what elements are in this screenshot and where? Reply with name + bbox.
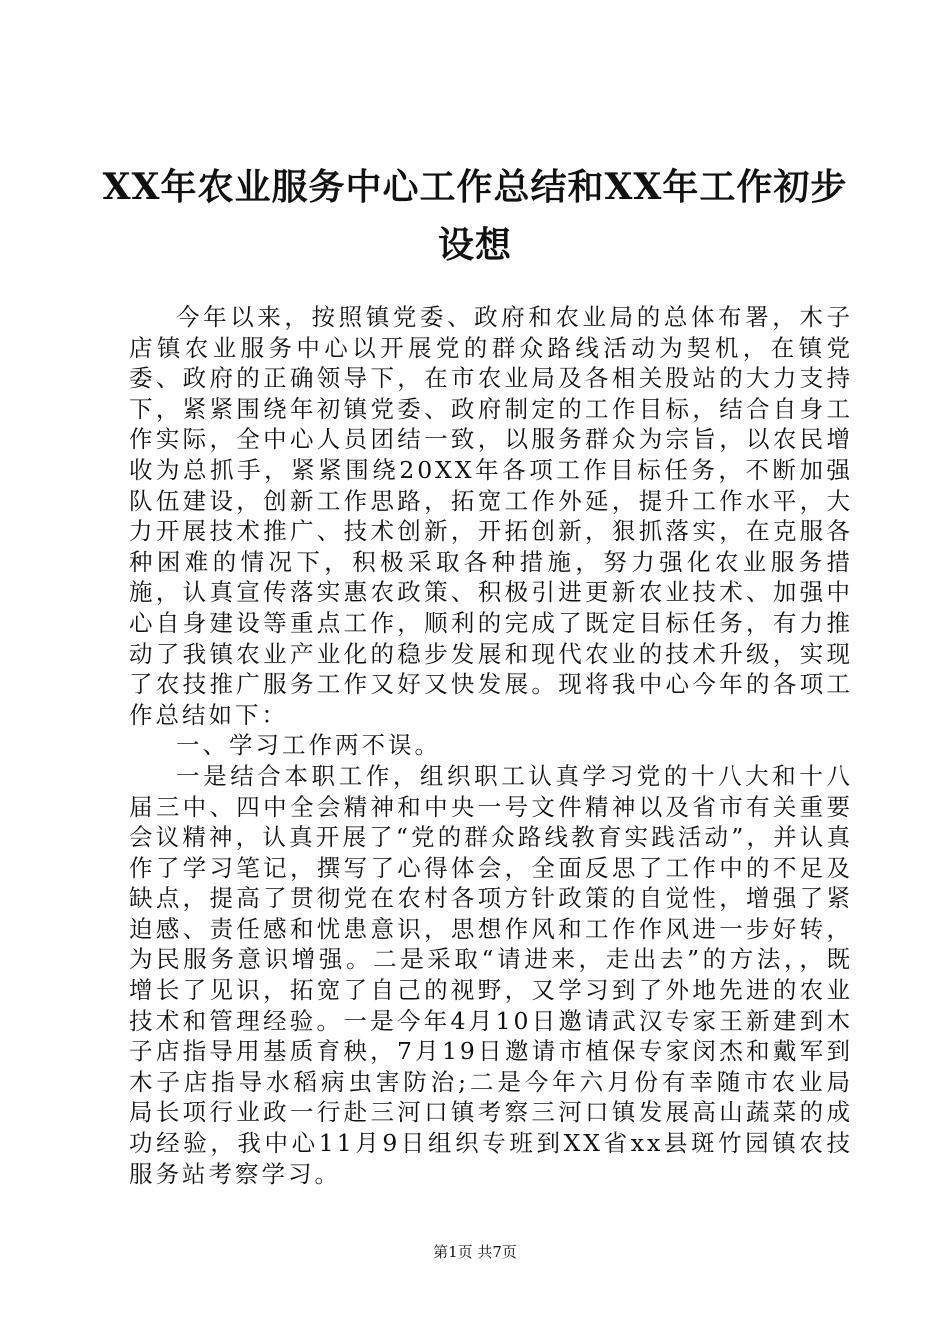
- section-heading: 一、学习工作两不误。: [176, 731, 441, 760]
- section-paragraph: 一是结合本职工作，组织职工认真学习党的十八大和十八届三中、四中全会精神和中央一号文件精神以及省市有关重要会议精神，认真开展了“党的群众路线教育实践活动”，并认真作了学习笔记，撰写了心得体会，全面反思了工作中的不足及缺点，提高了贯彻党在农村各项方针政策的自觉性，增强了紧迫感、责任感和忧患意识，思想作风和工作作风进一步好转，为民服务意识增强。二是采取“请进来，走出去”的方法，，既增长了见识，拓宽了自己的视野，又学习到了外地先进的农业技术和管理经验。一是今年4月10日邀请武汉专家王新建到木子店指导用基质育秧，7月19日邀请市植保专家闵杰和戴军到木子店指导水稻病虫害防治;二是今年六月份有幸随市农业局局长项行业政一行赴三河口镇考察三河口镇发展高山蔬菜的成功经验，我中心11月9日组织专班到XX省xx县斑竹园镇农技服务站考察学习。: [129, 761, 853, 1188]
- intro-paragraph: 今年以来，按照镇党委、政府和农业局的总体布署，木子店镇农业服务中心以开展党的群众路线活动为契机，在镇党委、政府的正确领导下，在市农业局及各相关股站的大力支持下，紧紧围绕年初镇党委、政府制定的工作目标，结合自身工作实际，全中心人员团结一致，以服务群众为宗旨，以农民增收为总抓手，紧紧围绕20XX年各项工作目标任务，不断加强队伍建设，创新工作思路，拓宽工作外延，提升工作水平，大力开展技术推广、技术创新，开拓创新，狠抓落实，在克服各种困难的情况下，积极采取各种措施，努力强化农业服务措施，认真宣传落实惠农政策、积极引进更新农业技术、加强中心自身建设等重点工作，顺利的完成了既定目标任务，有力推动了我镇农业产业化的稳步发展和现代农业的技术升级，实现了农技推广服务工作又好又快发展。现将我中心今年的各项工作总结如下：: [129, 303, 853, 729]
- document-title: XX年农业服务中心工作总结和XX年工作初步设想: [102, 166, 848, 266]
- document-body: [129, 302, 853, 1189]
- page-footer: 第1页 共7页: [433, 1243, 517, 1261]
